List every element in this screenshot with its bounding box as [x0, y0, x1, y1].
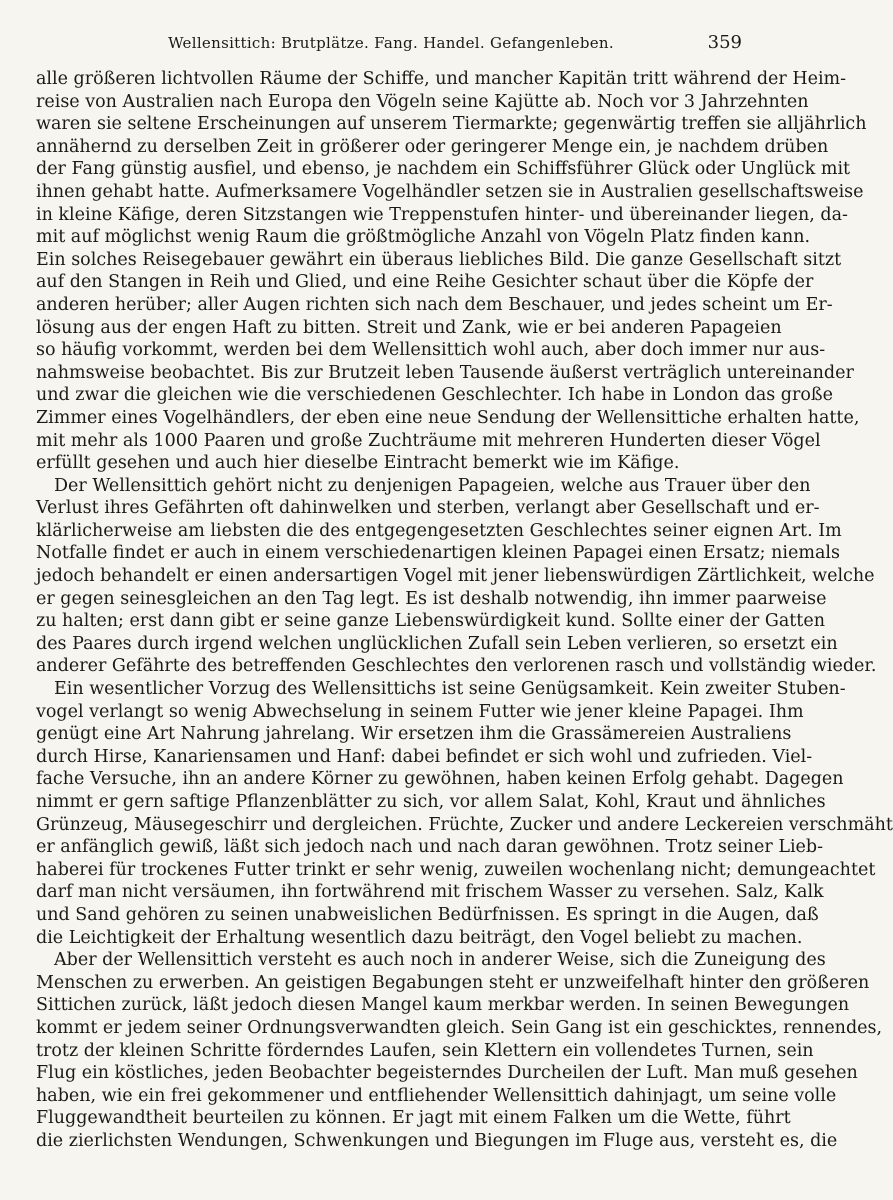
text-line: trotz der kleinen Schritte förderndes Laufen, sein Klettern ein vollendetes Turnen, sein — [36, 1040, 814, 1061]
text-line: Verlust ihres Gefährten oft dahinwelken und sterben, verlangt aber Gesellschaft und er- — [36, 498, 820, 519]
text-line: alle größeren lichtvollen Räume der Schiffe, und mancher Kapitän tritt während der Heim- — [36, 69, 847, 89]
text-line: Grünzeug, Mäusegeschirr und dergleichen. Früchte, Zucker und andere Leckereien verschmäht — [36, 814, 893, 835]
text-line: Sittichen zurück, läßt jedoch diesen Mangel kaum merkbar werden. In seinen Bewegungen — [36, 995, 850, 1016]
body-text — [36, 68, 893, 1153]
running-head: Wellensittich: Brutplätze. Fang. Handel. Gefangenleben. — [168, 34, 614, 52]
text-line: mit auf möglichst wenig Raum die größtmögliche Anzahl von Vögeln Platz finden kann. — [36, 227, 811, 248]
text-line: mit mehr als 1000 Paaren und große Zuchträume mit mehreren Hunderten dieser Vögel — [36, 430, 821, 451]
text-line: reise von Australien nach Europa den Vögeln seine Kajütte ab. Noch vor 3 Jahrzehnten — [36, 91, 809, 112]
text-line: ihnen gehabt hatte. Aufmerksamere Vogelhändler setzen sie in Australien gesellschaftsweise — [36, 181, 864, 202]
text-line: Flug ein köstliches, jeden Beobachter begeisterndes Durcheilen der Luft. Man muß gesehen — [36, 1063, 858, 1084]
paragraph — [36, 678, 893, 949]
text-line: genügt eine Art Nahrung jahrelang. Wir ersetzen ihm die Grassämereien Australiens — [36, 724, 792, 745]
text-line: Ein solches Reisegebauer gewährt ein überaus liebliches Bild. Die ganze Gesellschaft sitzt — [36, 249, 842, 270]
text-line: Menschen zu erwerben. An geistigen Begabungen steht er unzweifelhaft hinter den größeren — [36, 972, 870, 993]
text-line: er gegen seinesgleichen an den Tag legt. Es ist deshalb notwendig, ihn immer paarweise — [36, 588, 827, 609]
text-line: haben, wie ein frei gekommener und entfliehender Wellensittich dahinjagt, um seine volle — [36, 1085, 837, 1106]
text-line: so häufig vorkommt, werden bei dem Wellensittich wohl auch, aber doch immer nur aus- — [36, 340, 826, 361]
text-line: Notfalle findet er auch in einem verschiedenartigen kleinen Papagei einen Ersatz; niemals — [36, 543, 840, 564]
text-line: fache Versuche, ihn an andere Körner zu gewöhnen, haben keinen Erfolg gehabt. Dagegen — [36, 769, 844, 790]
text-line: in kleine Käfige, deren Sitzstangen wie Treppenstufen hinter- und übereinander liegen, da- — [36, 204, 848, 225]
text-line: Der Wellensittich gehört nicht zu denjenigen Papageien, welche aus Trauer über den — [54, 475, 811, 496]
text-line: kommt er jedem seiner Ordnungsverwandten gleich. Sein Gang ist ein geschicktes, rennendes, — [36, 1017, 883, 1038]
text-line: durch Hirse, Kanariensamen und Hanf: dabei befindet er sich wohl und zufrieden. Viel- — [36, 746, 813, 767]
text-line: Zimmer eines Vogelhändlers, der eben eine neue Sendung der Wellensittiche erhalten hatte, — [36, 407, 860, 428]
page-number: 359 — [707, 32, 742, 53]
text-line: waren sie seltene Erscheinungen auf unserem Tiermarkte; gegenwärtig treffen sie alljährlich — [36, 114, 867, 135]
text-line: erfüllt gesehen und auch hier dieselbe Eintracht bemerkt wie im Käfige. — [36, 453, 680, 474]
text-line: klärlicherweise am liebsten die des entgegengesetzten Geschlechtes seiner eignen Art. Im — [36, 520, 842, 541]
text-line: der Fang günstig ausfiel, und ebenso, je nachdem ein Schiffsführer Glück oder Unglück mit — [36, 159, 851, 180]
text-line: vogel verlangt so wenig Abwechselung in seinem Futter wie jener kleine Papagei. Ihm — [36, 701, 804, 722]
text-line: Ein wesentlicher Vorzug des Wellensittichs ist seine Genügsamkeit. Kein zweiter Stuben- — [54, 679, 846, 700]
text-line: jedoch behandelt er einen andersartigen Vogel mit jener liebenswürdigen Zärtlichkeit, welche — [36, 566, 875, 587]
text-line: Aber der Wellensittich versteht es auch noch in anderer Weise, sich die Zuneigung des — [54, 950, 826, 971]
text-line: zu halten; erst dann gibt er seine ganze Liebenswürdigkeit kund. Sollte einer der Gatten — [36, 611, 825, 632]
text-line: die zierlichsten Wendungen, Schwenkungen und Biegungen im Fluge aus, versteht es, die — [36, 1130, 838, 1151]
text-line: auf den Stangen in Reih und Glied, und eine Reihe Gesichter schaut über die Köpfe der — [36, 272, 814, 293]
text-line: annähernd zu derselben Zeit in größerer oder geringerer Menge ein, je nachdem drüben — [36, 136, 829, 157]
text-line: die Leichtigkeit der Erhaltung wesentlich dazu beiträgt, den Vogel beliebt zu machen. — [36, 927, 803, 948]
text-line: nimmt er gern saftige Pflanzenblätter zu sich, vor allem Salat, Kohl, Kraut und ähnliches — [36, 792, 826, 812]
paragraph — [36, 475, 877, 678]
text-line: und zwar die gleichen wie die verschiedenen Geschlechter. Ich habe in London das große — [36, 385, 833, 406]
text-line: anderer Gefährte des betreffenden Geschlechtes den verlorenen rasch und vollständig wieder. — [36, 656, 877, 677]
text-line: und Sand gehören zu seinen unabweislichen Bedürfnissen. Es springt in die Augen, daß — [36, 904, 819, 925]
text-line: lösung aus der engen Haft zu bitten. Streit und Zank, wie er bei anderen Papageien — [36, 317, 782, 338]
paragraph — [36, 949, 883, 1152]
text-line: er anfänglich gewiß, läßt sich jedoch nach und nach daran gewöhnen. Trotz seiner Lieb- — [36, 837, 824, 858]
text-line: des Paares durch irgend welchen unglücklichen Zufall sein Leben verlieren, so ersetzt ein — [36, 633, 838, 654]
text-line: anderen herüber; aller Augen richten sich nach dem Beschauer, und jedes scheint um Er- — [36, 294, 833, 315]
page-header — [36, 28, 746, 54]
text-line: Fluggewandtheit beurteilen zu können. Er jagt mit einem Falken um die Wette, führt — [36, 1108, 791, 1129]
text-line: darf man nicht versäumen, ihn fortwährend mit frischem Wasser zu versehen. Salz, Kalk — [36, 882, 824, 903]
paragraph — [36, 68, 867, 475]
text-line: haberei für trockenes Futter trinkt er sehr wenig, zuweilen wochenlang nicht; demungeachtet — [36, 859, 876, 880]
text-line: nahmsweise beobachtet. Bis zur Brutzeit leben Tausende äußerst verträglich untereinander — [36, 362, 854, 383]
